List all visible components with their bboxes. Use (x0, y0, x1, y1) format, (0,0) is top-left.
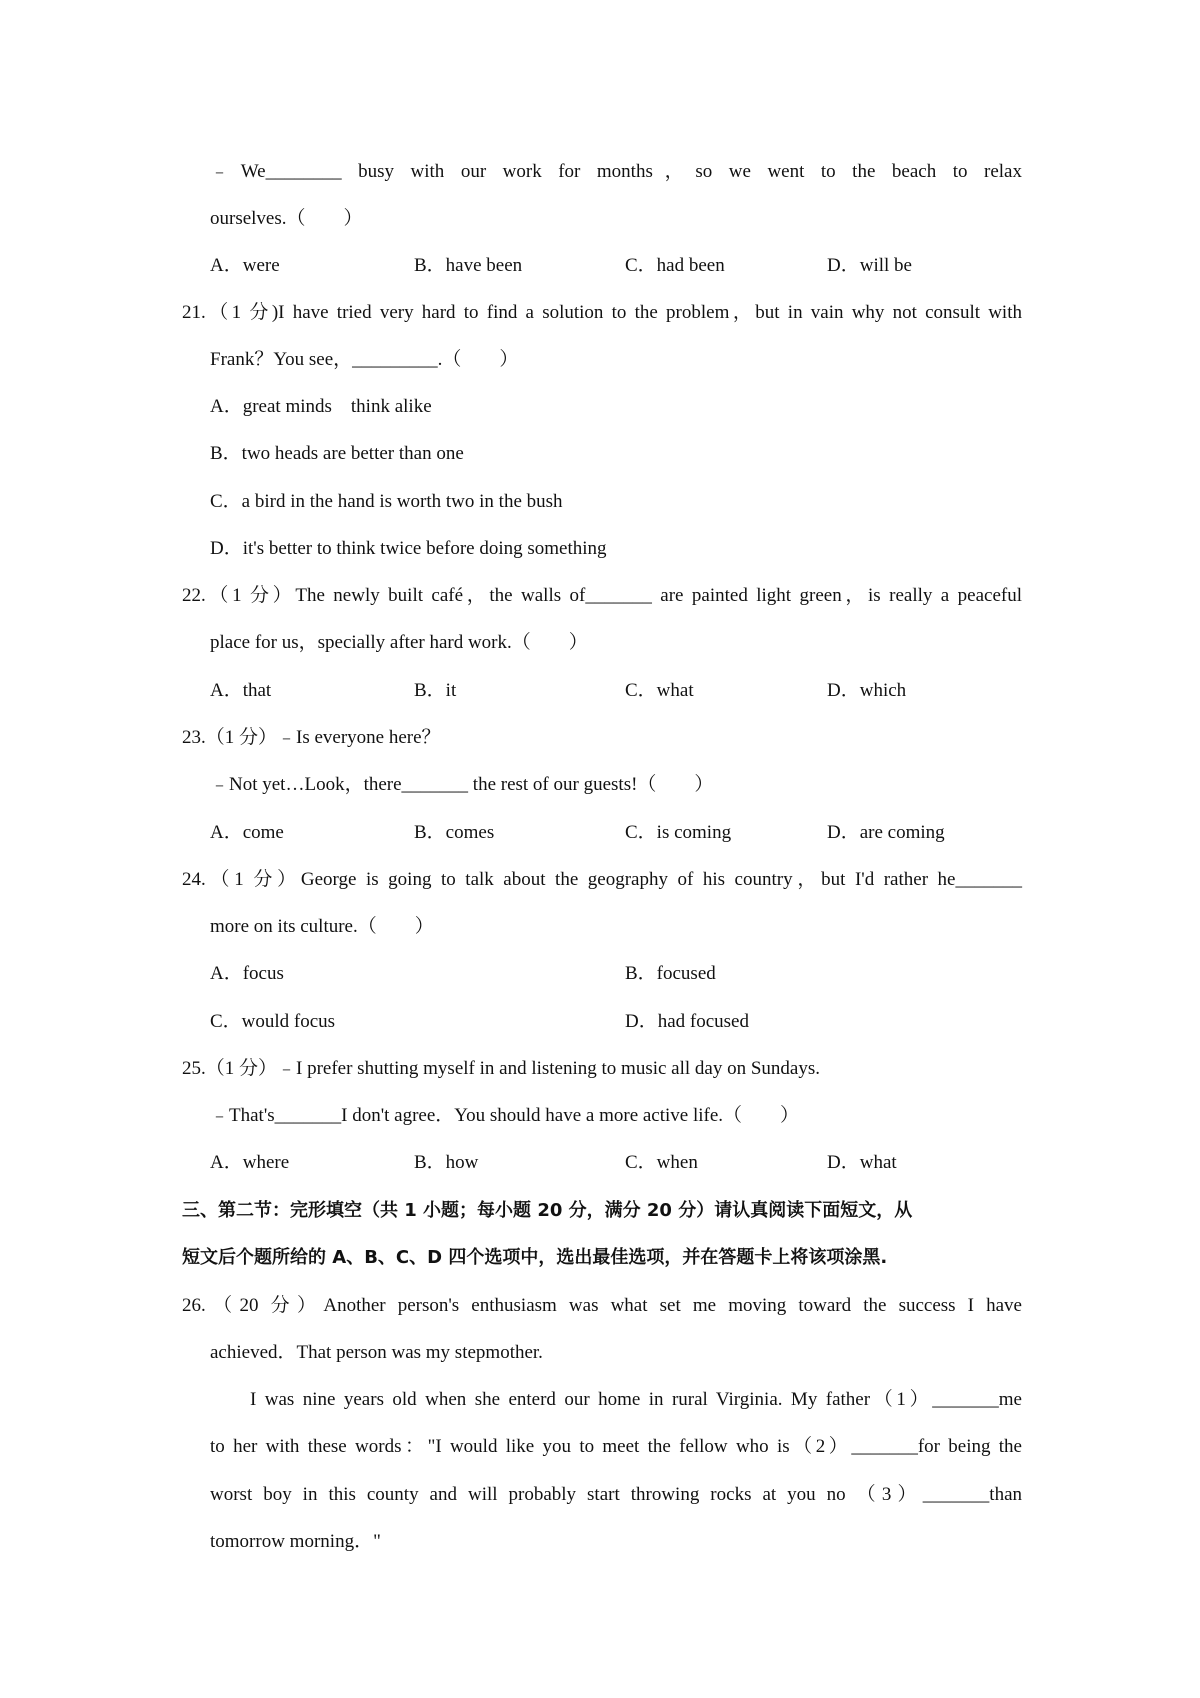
q20-option-a: A．were (210, 255, 280, 276)
q26-stem-line-1: 26.（20 分）Another person's enthusiasm was what set me moving toward the success I have (182, 1295, 1022, 1316)
q21-stem-line-2: Frank？You see，_________.（ ） (210, 349, 519, 370)
q20-option-b: B．have been (414, 255, 523, 276)
q25-option-b: B．how (414, 1152, 479, 1173)
q25-option-a: A．where (210, 1152, 290, 1173)
q23-stem-line-1: 23.（1 分）﹣Is everyone here？ (182, 727, 441, 748)
q23-option-c: C．is coming (625, 822, 732, 843)
q23-stem-line-2: ﹣Not yet…Look，there_______ the rest of our guests!（ ） (210, 774, 714, 795)
q22-stem-line-1: 22.（1 分）The newly built café，the walls of_______ are painted light green，is really a peaceful (182, 585, 1022, 606)
q20-option-d: D．will be (827, 255, 912, 276)
section-heading-line-2: 短文后个题所给的 A、B、C、D 四个选项中，选出最佳选项，并在答题卡上将该项涂黑. (182, 1247, 888, 1268)
q21-option-b: B．two heads are better than one (210, 443, 464, 464)
q20-option-c: C．had been (625, 255, 725, 276)
q25-option-d: D．what (827, 1152, 897, 1173)
q20-stem-line-1: ﹣We________ busy with our work for months，so we went to the beach to relax (210, 161, 1022, 182)
q21-option-a: A．great minds think alike (210, 396, 432, 417)
passage-line-1: I was nine years old when she enterd our home in rural Virginia. My father（1）_______me (250, 1389, 1022, 1410)
q21-option-c: C．a bird in the hand is worth two in the bush (210, 491, 563, 512)
q21-stem-line-1: 21.（1 分)I have tried very hard to find a solution to the problem，but in vain why not consult with (182, 302, 1022, 323)
q24-option-a: A．focus (210, 963, 284, 984)
passage-line-3: worst boy in this county and will probably start throwing rocks at you no （3）_______than (210, 1484, 1022, 1505)
q22-option-b: B．it (414, 680, 457, 701)
q22-stem-line-2: place for us，specially after hard work.（ ） (210, 632, 588, 653)
q25-stem-line-1: 25.（1 分）﹣I prefer shutting myself in and listening to music all day on Sundays. (182, 1058, 821, 1079)
q23-option-a: A．come (210, 822, 284, 843)
section-heading-line-1: 三、第二节：完形填空（共 1 小题；每小题 20 分，满分 20 分）请认真阅读下面短文，从 (182, 1200, 913, 1221)
passage-line-4: tomorrow morning．" (210, 1531, 381, 1552)
q24-option-c: C．would focus (210, 1011, 336, 1032)
q24-stem-line-1: 24.（1 分）George is going to talk about the geography of his country，but I'd rather he_______ (182, 869, 1022, 890)
passage-line-2: to her with these words："I would like you to meet the fellow who is（2）_______for being the (210, 1436, 1022, 1457)
q24-stem-line-2: more on its culture.（ ） (210, 916, 434, 937)
q22-option-c: C．what (625, 680, 694, 701)
q23-option-b: B．comes (414, 822, 495, 843)
q26-stem-line-2: achieved．That person was my stepmother. (210, 1342, 543, 1363)
q20-stem-line-2: ourselves.（ ） (210, 208, 363, 229)
q21-option-d: D．it's better to think twice before doing something (210, 538, 607, 559)
q22-option-d: D．which (827, 680, 907, 701)
q25-stem-line-2: ﹣That's_______I don't agree．You should have a more active life.（ ） (210, 1105, 800, 1126)
q24-option-d: D．had focused (625, 1011, 749, 1032)
q24-option-b: B．focused (625, 963, 716, 984)
q25-option-c: C．when (625, 1152, 698, 1173)
q22-option-a: A．that (210, 680, 272, 701)
q23-option-d: D．are coming (827, 822, 945, 843)
